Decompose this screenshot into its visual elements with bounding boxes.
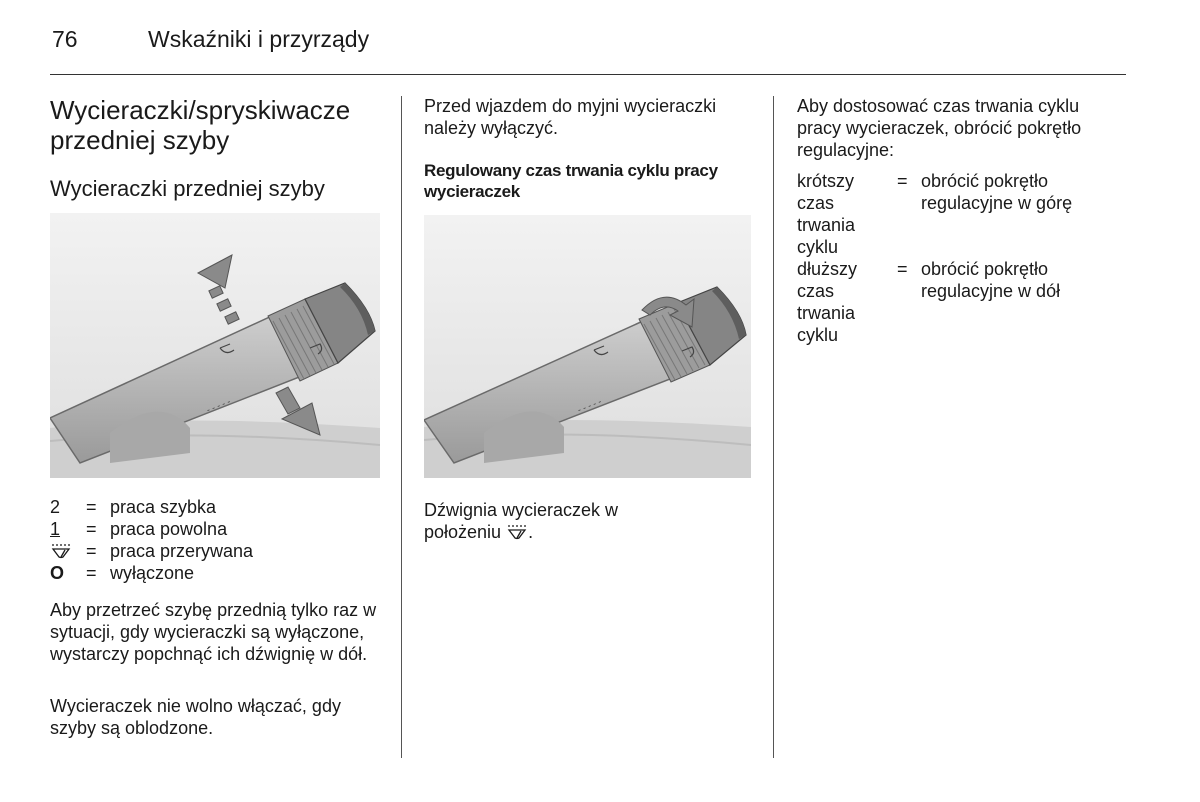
chapter-title: Wskaźniki i przyrządy xyxy=(148,26,370,52)
legend-value: wyłączone xyxy=(110,563,195,583)
car-wash-paragraph: Przed wjazdem do myjni wycieraczki należy wyłączyć. xyxy=(424,96,717,138)
definition-desc: obrócić pokrętło regulacyjne w dół xyxy=(921,259,1061,301)
definition-term: dłuższy czas trwania cyklu xyxy=(797,259,858,345)
definition-row-longer xyxy=(797,258,1127,346)
legend-row-off xyxy=(50,562,380,584)
section-subheading: Wycieraczki przedniej szyby xyxy=(50,176,325,201)
definition-eq: = xyxy=(897,171,908,191)
svg-text:- - - - -: - - - - - xyxy=(205,396,232,415)
legend-row-interval xyxy=(50,540,380,562)
interval-wiper-icon xyxy=(50,540,78,562)
caption-suffix: . xyxy=(528,522,534,542)
wiper-lever-interval-figure xyxy=(424,215,751,478)
legend-row-slow xyxy=(50,518,380,540)
legend-value: praca przerywana xyxy=(110,541,254,561)
definition-eq: = xyxy=(897,259,908,279)
definition-row-shorter xyxy=(797,170,1127,258)
legend-eq: = xyxy=(86,519,97,539)
wiper-lever-figure xyxy=(50,213,380,478)
single-wipe-paragraph: Aby przetrzeć szybę przednią tylko raz w sytuacji, gdy wycieraczki są wyłączone, wystarczy popchnąć ich dźwignię w dół. xyxy=(50,600,377,664)
section-heading: Wycieraczki/spryskiwacze przedniej szyby xyxy=(50,95,351,155)
header-rule xyxy=(50,74,1126,75)
legend-key: 1 xyxy=(50,519,61,539)
legend-row-fast xyxy=(50,496,380,518)
adjust-interval-intro: Aby dostosować czas trwania cyklu pracy wycieraczek, obrócić pokrętło regulacyjne: xyxy=(797,96,1082,160)
figure-caption xyxy=(424,499,759,543)
column-divider-2 xyxy=(773,96,774,758)
icing-warning-paragraph: Wycieraczek nie wolno włączać, gdy szyby są oblodzone. xyxy=(50,696,341,738)
svg-text:- - - - -: - - - - - xyxy=(576,396,603,415)
interval-wiper-icon xyxy=(506,523,528,541)
caption-position-label: położeniu xyxy=(424,522,502,542)
legend-value: praca powolna xyxy=(110,519,228,539)
column-divider-1 xyxy=(401,96,402,758)
adjustable-interval-subheading: Regulowany czas trwania cyklu pracy wycieraczek xyxy=(424,161,718,201)
legend-eq: = xyxy=(86,563,97,583)
definition-term: krótszy czas trwania cyklu xyxy=(797,171,856,257)
legend-eq: = xyxy=(86,541,97,561)
legend-eq: = xyxy=(86,497,97,517)
caption-text: Dźwignia wycieraczek w xyxy=(424,500,619,520)
page-number: 76 xyxy=(52,26,78,52)
legend-key: 2 xyxy=(50,497,61,517)
legend-value: praca szybka xyxy=(110,497,217,517)
definition-desc: obrócić pokrętło regulacyjne w górę xyxy=(921,171,1073,213)
legend-key: O xyxy=(50,563,65,583)
